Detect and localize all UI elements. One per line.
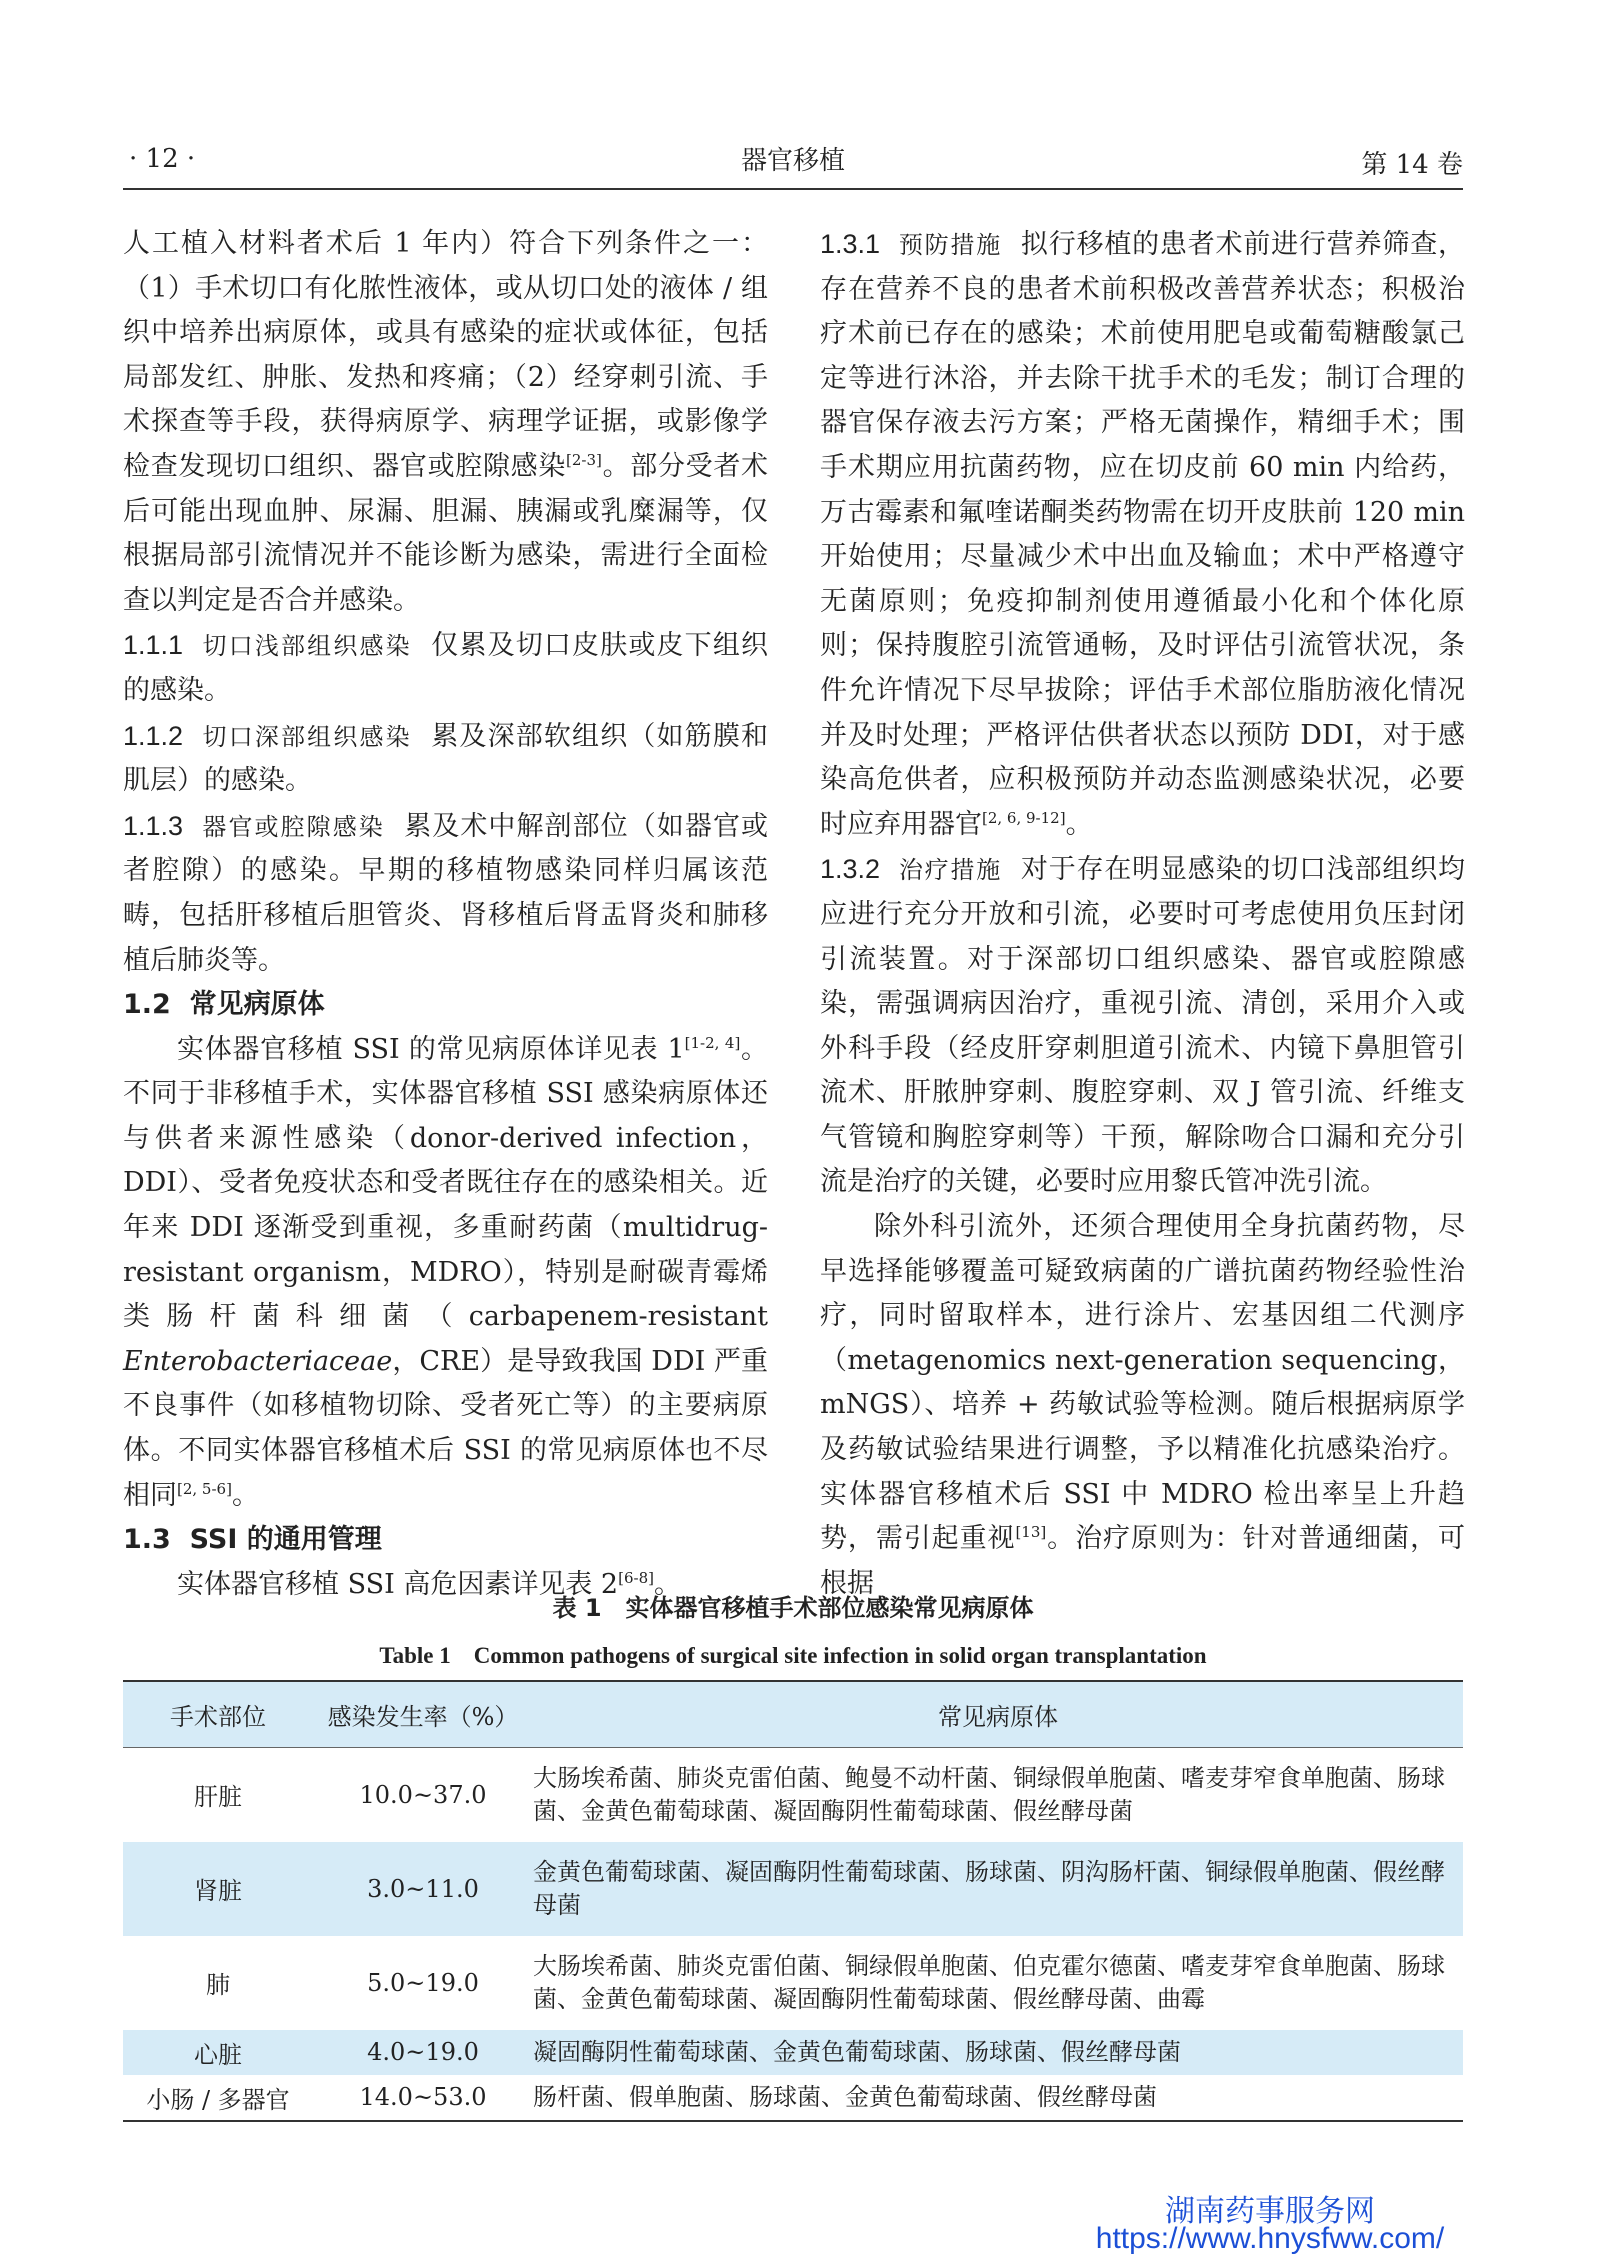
table-caption-zh: 表 1 实体器官移植手术部位感染常见病原体 — [552, 1594, 1034, 1622]
section-title: 器官或腔隙感染 — [202, 812, 385, 841]
section-1-1-1: 1.1.1 切口浅部组织感染 仅累及切口皮肤或皮下组织的感染。 — [123, 630, 768, 706]
cell-site: 小肠 / 多器官 — [123, 2075, 313, 2121]
volume-number: 第 14 卷 — [1361, 150, 1463, 180]
table-row — [123, 2075, 1463, 2121]
watermark-site-name: 湖南药事服务网 — [1165, 2194, 1375, 2229]
table-row — [123, 1842, 1463, 1936]
right-column — [820, 222, 1465, 1606]
paragraph-definition: 人工植入材料者术后 1 年内）符合下列条件之一：（1）手术切口有化脓性液体，或从切口处的液体 / 组织中培养出病原体，或具有感染的症状或体征，包括局部发红、肿胀、发热和疼痛；（2）经穿刺引流、手术探查等手段，获得病原学、病理学证据，或影像学检查发现切口组织、器官或腔隙感染[2-3]。部分受者术后可能出现血肿、尿漏、胆漏、胰漏或乳糜漏等，仅根据局部引流情况并不能诊断为感染，需进行全面检查以判定是否合并感染。 — [123, 228, 769, 616]
cell-pathogens: 金黄色葡萄球菌、凝固酶阴性葡萄球菌、肠球菌、阴沟肠杆菌、铜绿假单胞菌、假丝酵母菌 — [533, 1842, 1463, 1936]
cell-pathogens: 大肠埃希菌、肺炎克雷伯菌、铜绿假单胞菌、伯克霍尔德菌、嗜麦芽窄食单胞菌、肠球菌、金黄色葡萄球菌、凝固酶阴性葡萄球菌、假丝酵母菌、曲霉 — [533, 1936, 1463, 2030]
watermark-url-link[interactable]: https://www.hnysfww.com/ — [1095, 2222, 1445, 2255]
paragraph-antibiotics: 除外科引流外，还须合理使用全身抗菌药物，尽早选择能够覆盖可疑致病菌的广谱抗菌药物经验性治疗，同时留取样本，进行涂片、宏基因组二代测序（metagenomics next-generation sequencing，mNGS）、培养 + 药敏试验等检测。随后根据病原学及药敏试验结果进行调整，予以精准化抗感染治疗。实体器官移植术后 SSI 中 MDRO 检出率呈上升趋势，需引起重视[13]。治疗原则为：针对普通细菌，可根据 — [820, 1211, 1466, 1599]
cell-rate: 3.0~11.0 — [313, 1842, 533, 1936]
running-header — [123, 138, 1463, 190]
table-row — [123, 2030, 1463, 2075]
pathogen-table — [123, 1680, 1463, 2122]
citation[interactable]: [6-8] — [618, 1568, 654, 1587]
table-row — [123, 1936, 1463, 2030]
column-header-site: 手术部位 — [123, 1681, 313, 1748]
citation[interactable]: [2-3] — [566, 450, 602, 469]
section-title: 治疗措施 — [898, 856, 1003, 885]
cell-site: 肾脏 — [123, 1842, 313, 1936]
citation[interactable]: [1-2, 4] — [684, 1033, 741, 1052]
table-header-row — [123, 1681, 1463, 1748]
section-1-3-2: 1.3.2 治疗措施 对于存在明显感染的切口浅部组织均应进行充分开放和引流，必要时可考虑使用负压封闭引流装置。对于深部切口组织感染、器官或腔隙感染，需强调病因治疗，重视引流、清创，采用介入或外科手段（经皮肝穿刺胆道引流术、内镜下鼻胆管引流术、肝脓肿穿刺、腹腔穿刺、双 J 管引流、纤维支气管镜和胸腔穿刺等）干预，解除吻合口漏和充分引流是治疗的关键，必要时应用黎氏管冲洗引流。 — [820, 854, 1466, 1198]
section-1-1-2: 1.1.2 切口深部组织感染 累及深部软组织（如筋膜和肌层）的感染。 — [123, 720, 768, 797]
citation[interactable]: [2, 5-6] — [177, 1479, 232, 1498]
left-column — [123, 222, 768, 1607]
cell-rate: 10.0~37.0 — [313, 1748, 533, 1842]
cell-site: 心脏 — [123, 2030, 313, 2075]
citation[interactable]: [2, 6, 9-12] — [982, 808, 1066, 827]
heading-1-3: 1.3 SSI 的通用管理 — [123, 1524, 382, 1556]
cell-rate: 14.0~53.0 — [313, 2075, 533, 2121]
section-title: 切口深部组织感染 — [202, 722, 412, 751]
table-row — [123, 1748, 1463, 1842]
column-header-pathogens: 常见病原体 — [533, 1681, 1463, 1748]
column-header-rate: 感染发生率（%） — [313, 1681, 533, 1748]
cell-site: 肺 — [123, 1936, 313, 2030]
paragraph-pathogens: 实体器官移植 SSI 的常见病原体详见表 1[1-2, 4]。不同于非移植手术，实体器官移植 SSI 感染病原体还与供者来源性感染（donor-derived infection，DDI）、受者免疫状态和受者既往存在的感染相关。近年来 DDI 逐渐受到重视，多重耐药菌（multidrug-resistant organism，MDRO），特别是耐碳青霉烯类肠杆菌科细菌（carbapenem-resistant Enterobacteriaceae，CRE）是导致我国 DDI 严重不良事件（如移植物切除、受者死亡等）的主要病原体。不同实体器官移植术后 SSI 的常见病原体也不尽相同[2, 5-6]。 — [123, 1033, 768, 1511]
section-title: 预防措施 — [898, 231, 1003, 259]
journal-name: 器官移植 — [740, 146, 845, 176]
cell-rate: 4.0~19.0 — [313, 2030, 533, 2075]
section-title: 切口浅部组织感染 — [202, 632, 412, 661]
section-1-1-3: 1.1.3 器官或腔隙感染 累及术中解剖部位（如器官或者腔隙）的感染。早期的移植物感染同样归属该范畴，包括肝移植后胆管炎、肾移植后肾盂肾炎和肺移植后肺炎等。 — [123, 810, 769, 976]
cell-pathogens: 凝固酶阴性葡萄球菌、金黄色葡萄球菌、肠球菌、假丝酵母菌 — [533, 2030, 1463, 2075]
heading-1-2: 1.2 常见病原体 — [123, 989, 325, 1021]
citation[interactable]: [13] — [1015, 1523, 1047, 1542]
section-1-3-1: 1.3.1 预防措施 拟行移植的患者术前进行营养筛查，存在营养不良的患者术前积极改善营养状态；积极治疗术前已存在的感染；术前使用肥皂或葡萄糖酸氯己定等进行沐浴，并去除干扰手术的毛发；制订合理的器官保存液去污方案；严格无菌操作，精细手术；围手术期应用抗菌药物，应在切皮前 60 min 内给药，万古霉素和氟喹诺酮类药物需在切开皮肤前 120 min 开始使用；尽量减少术中出血及输血；术中严格遵守无菌原则；免疫抑制剂使用遵循最小化和个体化原则；保持腹腔引流管通畅，及时评估引流管状况，条件允许情况下尽早拔除；评估手术部位脂肪液化情况并及时处理；严格评估供者状态以预防 DDI，对于感染高危供者，应积极预防并动态监测感染状况，必要时应弃用器官[2, 6, 9-12]。 — [820, 229, 1466, 840]
table-caption-en: Table 1 Common pathogens of surgical site infection in solid organ transplantation — [379, 1643, 1207, 1668]
cell-pathogens: 大肠埃希菌、肺炎克雷伯菌、鲍曼不动杆菌、铜绿假单胞菌、嗜麦芽窄食单胞菌、肠球菌、金黄色葡萄球菌、凝固酶阴性葡萄球菌、假丝酵母菌 — [533, 1748, 1463, 1842]
paragraph-risk-factors: 实体器官移植 SSI 高危因素详见表 2[6-8]。 — [177, 1568, 681, 1600]
cell-rate: 5.0~19.0 — [313, 1936, 533, 2030]
page-number: · 12 · — [129, 144, 196, 174]
cell-pathogens: 肠杆菌、假单胞菌、肠球菌、金黄色葡萄球菌、假丝酵母菌 — [533, 2075, 1463, 2121]
cell-site: 肝脏 — [123, 1748, 313, 1842]
